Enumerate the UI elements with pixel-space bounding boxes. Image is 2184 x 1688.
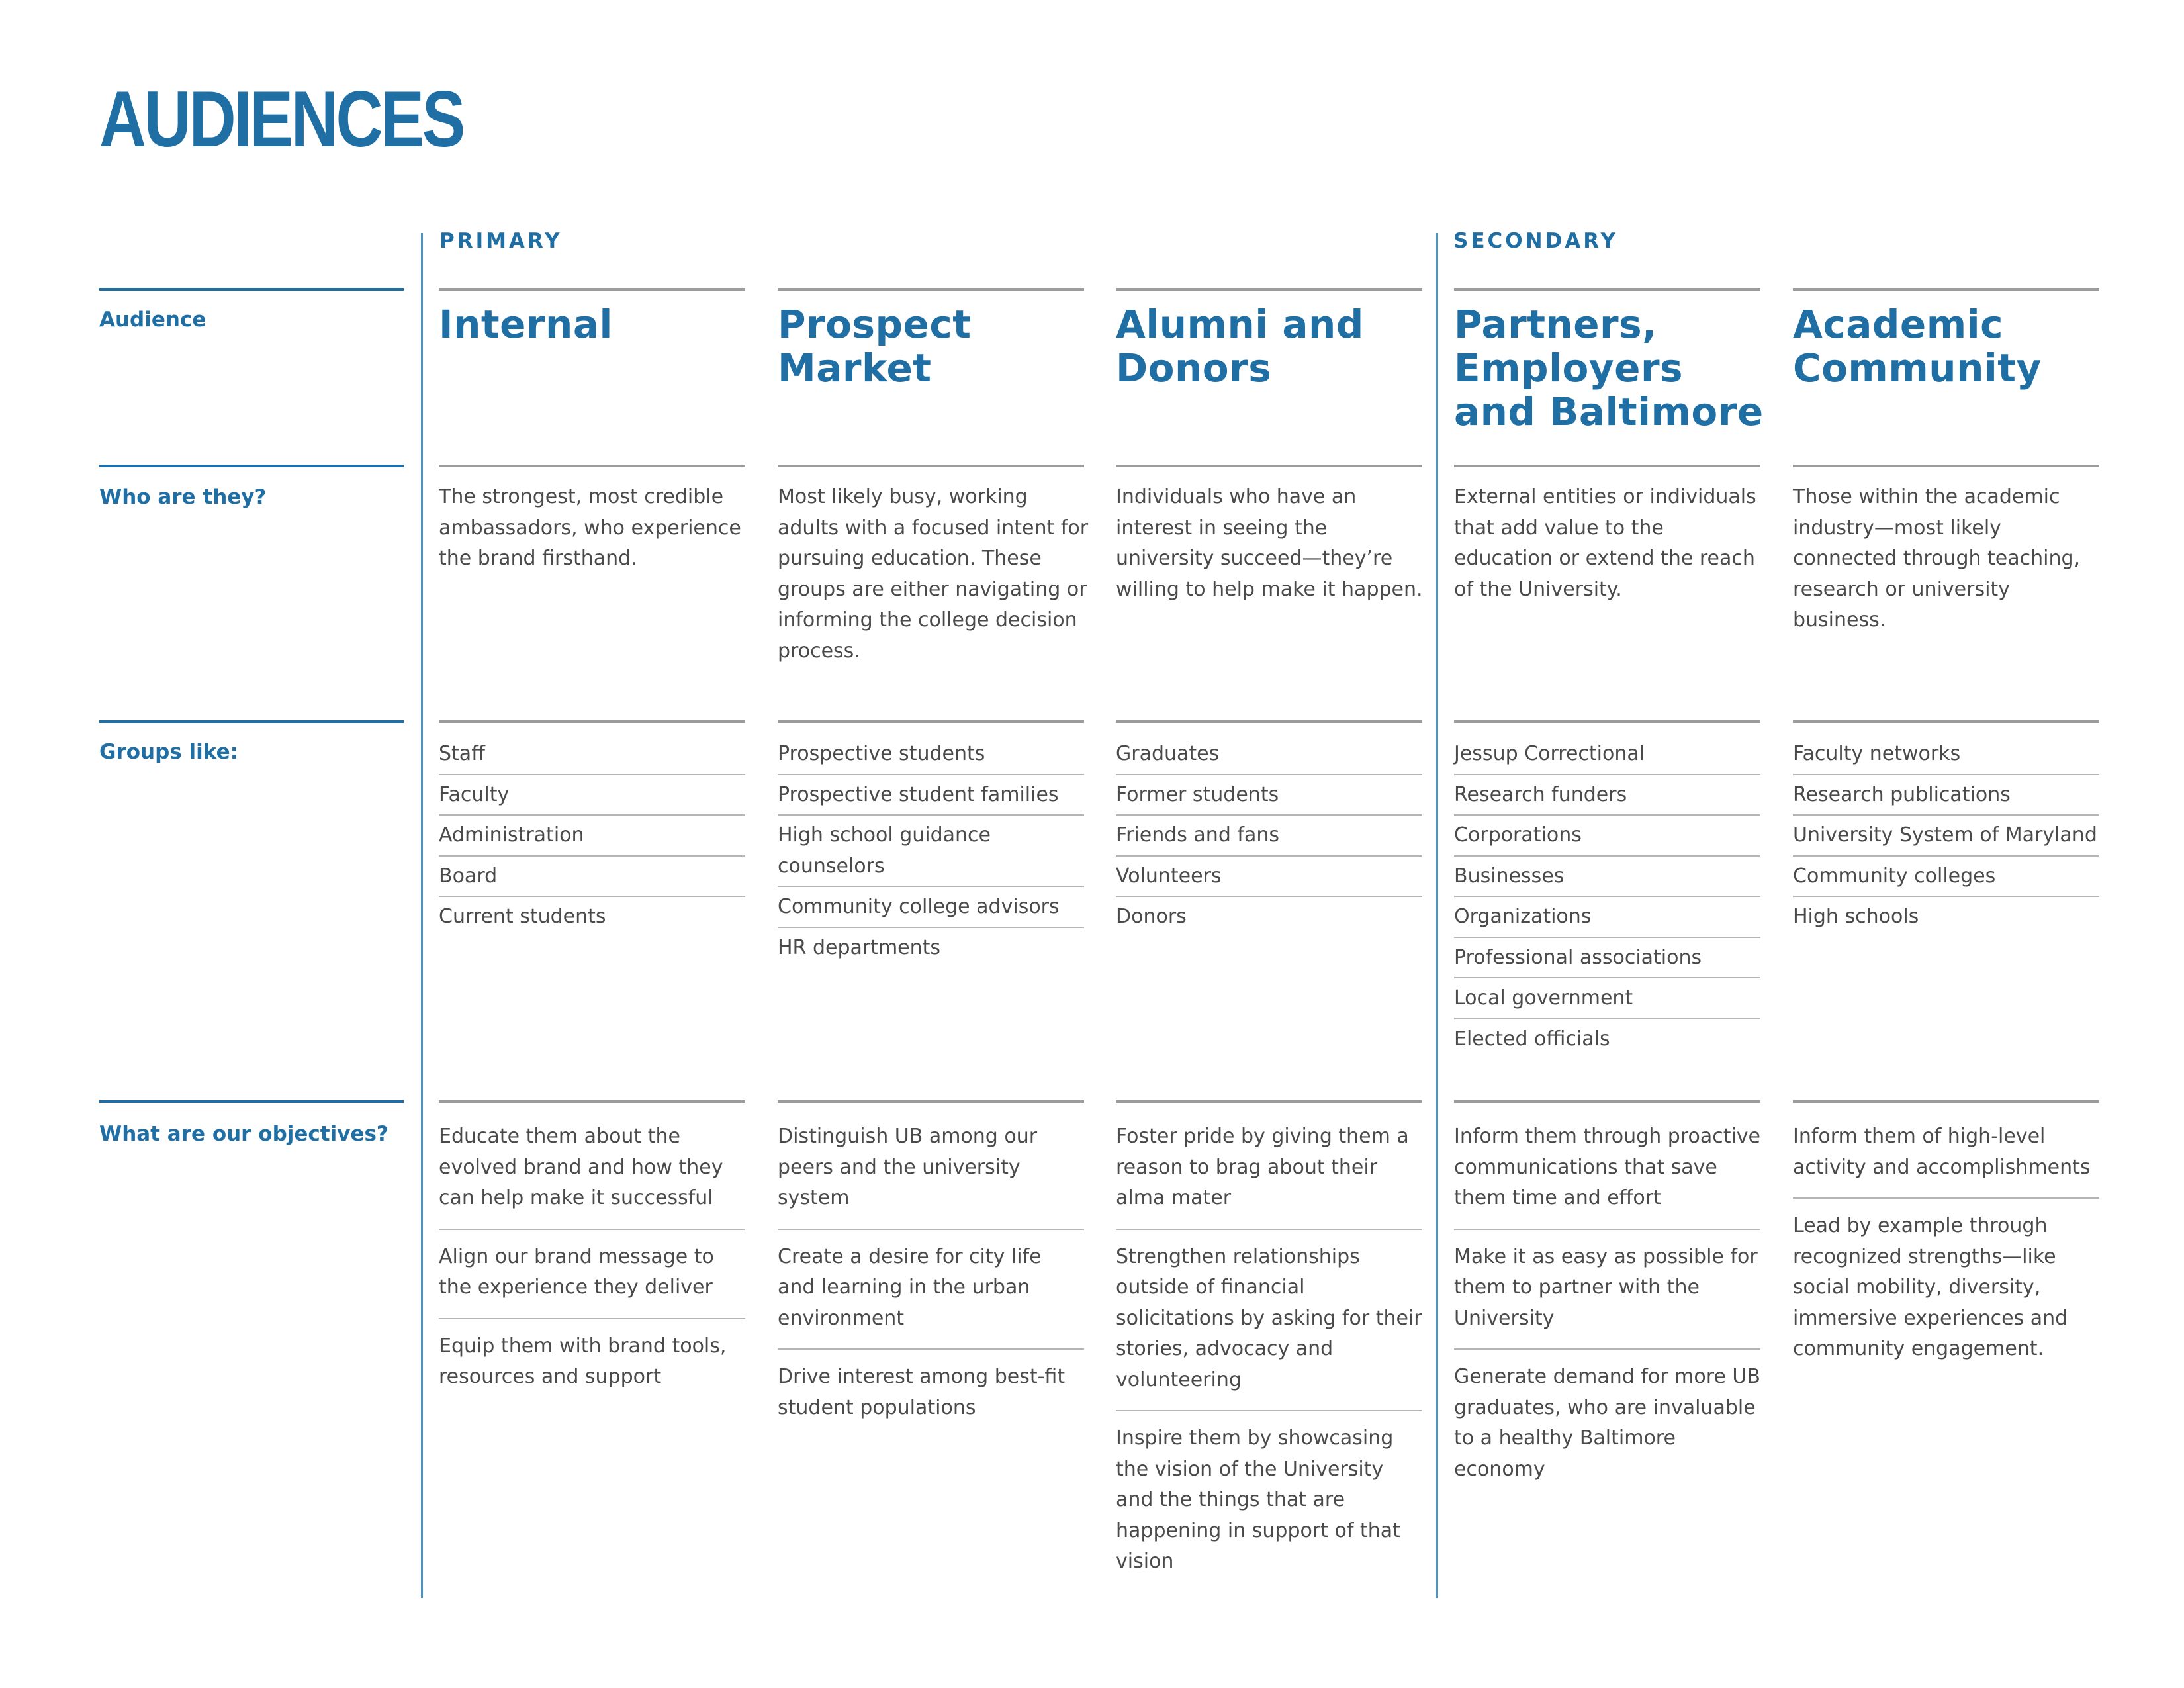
objectives-rule: [1116, 1100, 1422, 1103]
audience-heading: Internal: [439, 302, 613, 347]
groups-list: [1116, 734, 1422, 937]
groups-rule: [1116, 720, 1422, 723]
who-rule: [1793, 465, 2099, 467]
list-item: Research funders: [1454, 775, 1760, 816]
list-item: High schools: [1793, 905, 1919, 928]
list-item: Generate demand for more UB graduates, who are invaluable to a healthy Baltimore economy: [1454, 1365, 1760, 1481]
list-item: Make it as easy as possible for them to partner with the University: [1454, 1230, 1760, 1350]
primary-divider: [421, 233, 423, 1598]
list-item: Donors: [1116, 905, 1187, 928]
list-item: Equip them with brand tools, resources and support: [439, 1334, 727, 1388]
objectives-list: [439, 1121, 745, 1407]
who-rule: [99, 465, 404, 467]
list-item: Businesses: [1454, 857, 1760, 898]
list-item: Friends and fans: [1116, 816, 1422, 857]
who-description: External entities or individuals that add value to the education or extend the reach of the University.: [1454, 485, 1756, 601]
objectives-rule: [1793, 1100, 2099, 1103]
list-item: Professional associations: [1454, 938, 1760, 979]
who-rule: [778, 465, 1084, 467]
groups-label: Groups like:: [99, 740, 238, 764]
secondary-divider: [1436, 233, 1438, 1598]
list-item: Align our brand message to the experience they deliver: [439, 1230, 745, 1319]
list-item: HR departments: [778, 935, 941, 959]
who-description: Those within the academic industry—most likely connected through teaching, research or university business.: [1793, 485, 2081, 632]
who-description: Most likely busy, working adults with a focused intent for pursuing education. These groups are either navigating or informing the college decision process.: [778, 485, 1089, 663]
list-item: Inspire them by showcasing the vision of the University and the things that are happening in support of that vision: [1116, 1427, 1400, 1573]
list-item: University System of Maryland: [1793, 816, 2099, 857]
list-item: Distinguish UB among our peers and the university system: [778, 1121, 1084, 1230]
list-item: Corporations: [1454, 816, 1760, 857]
audience-heading: Alumni and Donors: [1116, 302, 1364, 391]
secondary-section-label: SECONDARY: [1453, 229, 1618, 253]
objectives-list: [1454, 1121, 1760, 1499]
objectives-list: [1116, 1121, 1422, 1592]
who-rule: [1454, 465, 1760, 467]
list-item: Current students: [439, 905, 606, 928]
objectives-rule: [1454, 1100, 1760, 1103]
objectives-rule: [439, 1100, 745, 1103]
list-item: Create a desire for city life and learning in the urban environment: [778, 1230, 1084, 1350]
groups-list: [1793, 734, 2099, 937]
list-item: Community colleges: [1793, 857, 2099, 898]
list-item: Organizations: [1454, 897, 1760, 938]
objectives-rule: [99, 1100, 404, 1103]
list-item: Former students: [1116, 775, 1422, 816]
audience-label: Audience: [99, 308, 206, 332]
list-item: Inform them through proactive communications that save them time and effort: [1454, 1121, 1760, 1230]
list-item: Graduates: [1116, 734, 1422, 775]
list-item: Elected officials: [1454, 1027, 1610, 1051]
who-description: Individuals who have an interest in seeing the university succeed—they’re willing to help make it happen.: [1116, 485, 1423, 601]
list-item: Local government: [1454, 978, 1760, 1019]
who-label: Who are they?: [99, 485, 267, 509]
list-item: Prospective student families: [778, 775, 1084, 816]
list-item: Faculty: [439, 775, 745, 816]
heading-rule: [439, 288, 745, 291]
list-item: Lead by example through recognized strengths—like social mobility, diversity, immersive experiences and community engagement.: [1793, 1214, 2068, 1360]
objectives-label: What are our objectives?: [99, 1122, 388, 1146]
audience-rule: [99, 288, 404, 291]
objectives-list: [1793, 1121, 2099, 1380]
list-item: High school guidance counselors: [778, 816, 1084, 887]
groups-rule: [439, 720, 745, 723]
audience-heading: Academic Community: [1793, 302, 2042, 391]
list-item: Faculty networks: [1793, 734, 2099, 775]
list-item: Community college advisors: [778, 887, 1084, 928]
groups-list: [1454, 734, 1760, 1058]
page-title: AUDIENCES: [99, 75, 464, 164]
heading-rule: [778, 288, 1084, 291]
who-rule: [1116, 465, 1422, 467]
list-item: Foster pride by giving them a reason to brag about their alma mater: [1116, 1121, 1422, 1230]
primary-section-label: PRIMARY: [439, 229, 563, 253]
groups-rule: [1454, 720, 1760, 723]
list-item: Jessup Correctional: [1454, 734, 1760, 775]
heading-rule: [1454, 288, 1760, 291]
list-item: Drive interest among best-fit student populations: [778, 1365, 1066, 1419]
who-rule: [439, 465, 745, 467]
groups-rule: [99, 720, 404, 723]
list-item: Inform them of high-level activity and accomplishments: [1793, 1121, 2099, 1199]
groups-rule: [1793, 720, 2099, 723]
groups-rule: [778, 720, 1084, 723]
list-item: Strengthen relationships outside of financial solicitations by asking for their stories, advocacy and volunteering: [1116, 1230, 1422, 1412]
list-item: Volunteers: [1116, 857, 1422, 898]
audience-heading: Prospect Market: [778, 302, 972, 391]
list-item: Prospective students: [778, 734, 1084, 775]
heading-rule: [1116, 288, 1422, 291]
objectives-rule: [778, 1100, 1084, 1103]
list-item: Educate them about the evolved brand and how they can help make it successful: [439, 1121, 745, 1230]
groups-list: [778, 734, 1084, 967]
objectives-list: [778, 1121, 1084, 1438]
groups-list: [439, 734, 745, 937]
list-item: Research publications: [1793, 775, 2099, 816]
audience-heading: Partners, Employers and Baltimore: [1454, 302, 1764, 434]
who-description: The strongest, most credible ambassadors, who experience the brand firsthand.: [439, 485, 741, 570]
list-item: Administration: [439, 816, 745, 857]
list-item: Board: [439, 857, 745, 898]
list-item: Staff: [439, 734, 745, 775]
heading-rule: [1793, 288, 2099, 291]
